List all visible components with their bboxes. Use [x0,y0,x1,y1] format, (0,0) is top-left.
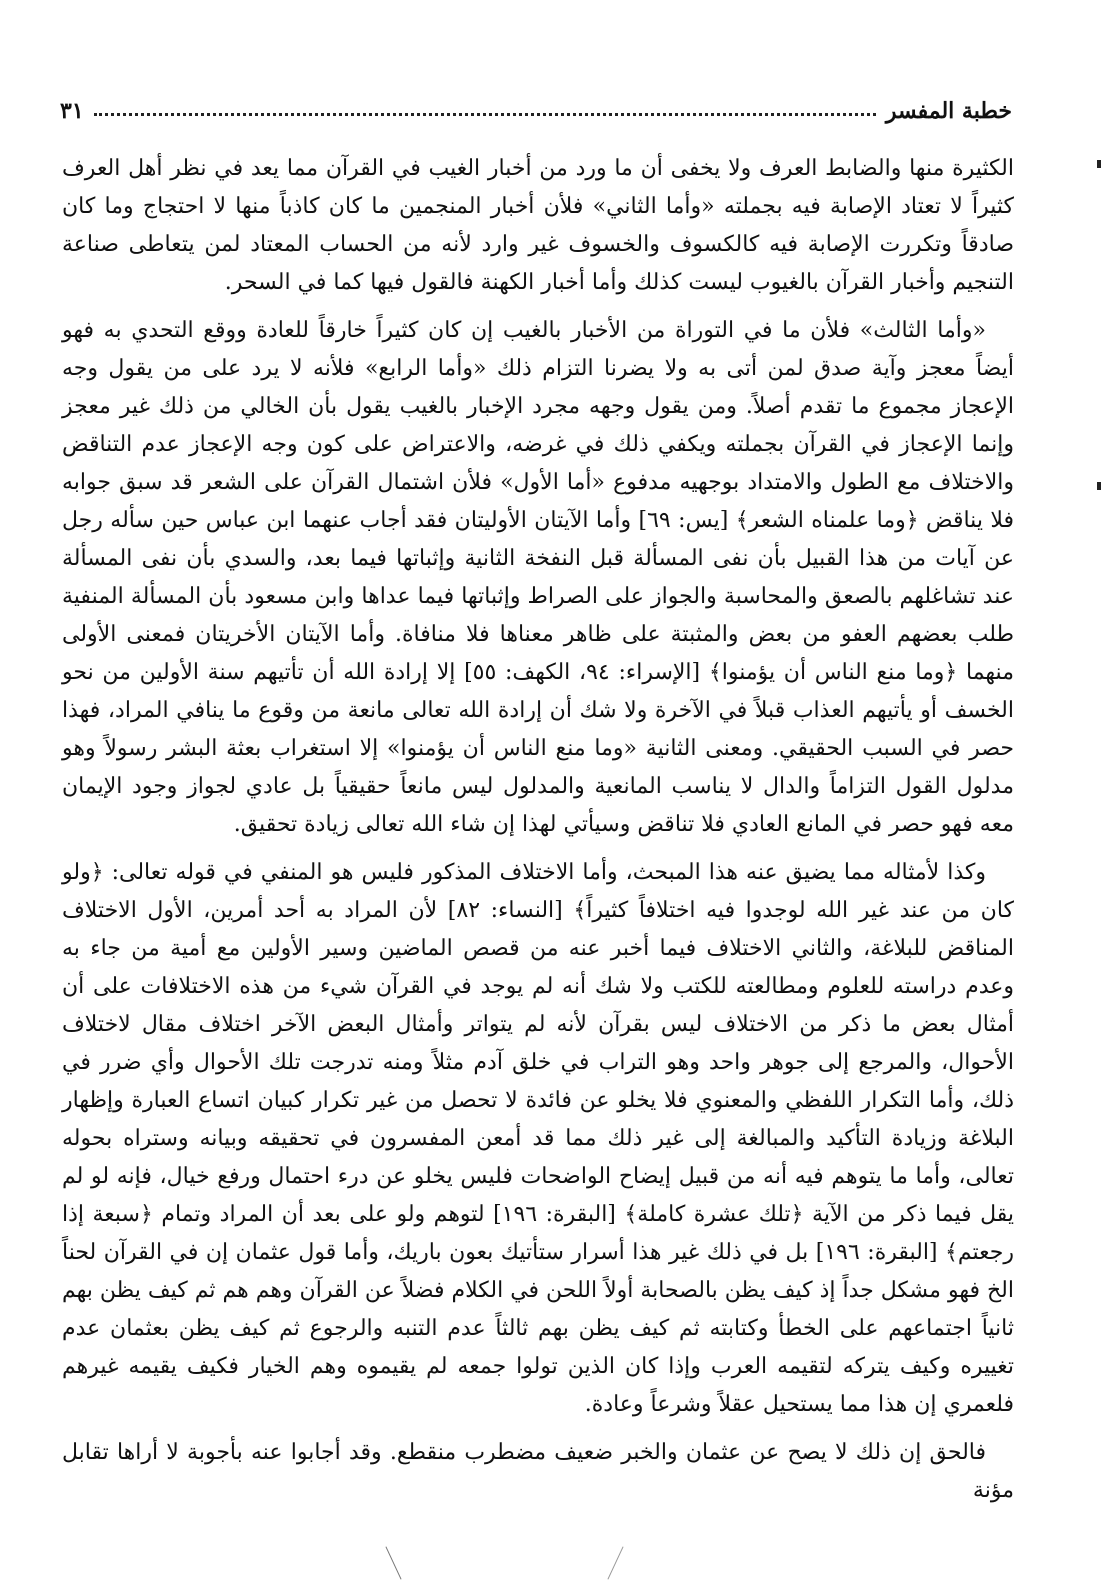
dot-leader [94,113,876,116]
page-number: ٣١ [60,98,84,124]
margin-mark [1097,482,1101,490]
margin-mark [1097,160,1101,168]
page-body [62,150,1014,1510]
running-header [60,88,1012,125]
paragraph-4: فالحق إن ذلك لا يصح عن عثمان والخبر ضعيف مضطرب منقطع. وقد أجابوا عنه بأجوبة لا أراها تقابل مؤنة [62,1440,1014,1503]
scan-artifact-line [385,1546,401,1579]
paragraph-3: وكذا لأمثاله مما يضيق عنه هذا المبحث، وأما الاختلاف المذكور فليس هو المنفي في قوله تعالى: ﴿ولو كان من عند غير الله لوجدوا فيه اختلافاً كثيراً﴾ [النساء: ٨٢] لأن المراد به أحد أمرين، الأول الاختلاف المناقض للبلاغة، والثاني الاختلاف فيما أخبر عنه من قصص الماضين وسير الأولين مع أمية من جاء به وعدم دراسته للعلوم ومطالعته للكتب ولا شك أنه لم يوجد في القرآن شيء من هذه الاختلافات على أن أمثال بعض ما ذكر من الاختلاف ليس بقرآن لأنه لم يتواتر وأمثال البعض الآخر اختلاف مقال لاختلاف الأحوال، والمرجع إلى جوهر واحد وهو التراب في خلق آدم مثلاً ومنه تدرجت تلك الأحوال وأي ضرر في ذلك، وأما التكرار اللفظي والمعنوي فلا يخلو عن فائدة لا تحصل من غير تكرار كبيان اتساع العبارة وإظهار البلاغة وزيادة التأكيد والمبالغة إلى غير ذلك مما قد أمعن المفسرون في تحقيقه وبيانه وستراه بحوله تعالى، وأما ما يتوهم فيه أنه من قبيل إيضاح الواضحات فليس يخلو عن درء احتمال ورفع خيال، فإنه لو لم يقل فيما ذكر من الآية ﴿تلك عشرة كاملة﴾ [البقرة: ١٩٦] لتوهم ولو على بعد أن المراد وتمام ﴿سبعة إذا رجعتم﴾ [البقرة: ١٩٦] بل في ذلك غير هذا أسرار ستأتيك بعون باريك، وأما قول عثمان إن في القرآن لحناً الخ فهو مشكل جداً إذ كيف يظن بالصحابة أولاً اللحن في الكلام فضلاً عن القرآن وهم هم ثم كيف يظن بهم ثانياً اجتماعهم على الخطأ وكتابته ثم كيف يظن بهم ثالثاً عدم التنبه والرجوع ثم كيف يظن بعثمان عدم تغييره وكيف يتركه لتقيمه العرب وإذا كان الذين تولوا جمعه لم يقيموه وهم الخيار فكيف يقيمه غيرهم فلعمري إن هذا مما يستحيل عقلاً وشرعاً وعادة. [62,860,1015,1417]
scan-artifact-line [607,1546,623,1579]
running-title: خطبة المفسر [885,98,1012,124]
paragraph-1: الكثيرة منها والضابط العرف ولا يخفى أن ما ورد من أخبار الغيب في القرآن مما يعد في نظر أهل العرف كثيراً لا تعتاد الإصابة فيه بجملته «وأما الثاني» فلأن أخبار المنجمين ما كان كاذباً منها لا احتجاج وما كان صادقاً وتكررت الإصابة فيه كالكسوف والخسوف غير وارد لأنه من الحساب المعتاد لمن يتعاطى صناعة التنجيم وأخبار القرآن بالغيوب ليست كذلك وأما أخبار الكهنة فالقول فيها كما في السحر. [62,156,1014,295]
paragraph-2: «وأما الثالث» فلأن ما في التوراة من الأخبار بالغيب إن كان كثيراً خارقاً للعادة ووقع التحدي به فهو أيضاً معجز وآية صدق لمن أتى به ولا يضرنا التزام ذلك «وأما الرابع» فلأنه لا يرد على من يقول وجه الإعجاز مجموع ما تقدم أصلاً. ومن يقول وجهه مجرد الإخبار بالغيب يقول بأن الخالي من ذلك غير معجز وإنما الإعجاز في القرآن بجملته ويكفي ذلك في غرضه، والاعتراض على كون وجه الإعجاز عدم التناقض والاختلاف مع الطول والامتداد بوجهيه مدفوع «أما الأول» فلأن اشتمال القرآن على الشعر قد سبق جوابه فلا يناقض ﴿وما علمناه الشعر﴾ [يس: ٦٩] وأما الآيتان الأوليتان فقد أجاب عنهما ابن عباس حين سأله رجل عن آيات من هذا القبيل بأن نفى المسألة قبل النفخة الثانية وإثباتها فيما بعد، والسدي بأن نفى المسألة عند تشاغلهم بالصعق والمحاسبة والجواز على الصراط وإثباتها فيما عداها وابن مسعود بأن المسألة المنفية طلب بعضهم العفو من بعض والمثبتة على ظاهر معناها فلا منافاة. وأما الآيتان الأخريتان فمعنى الأولى منهما ﴿وما منع الناس أن يؤمنوا﴾ [الإسراء: ٩٤، الكهف: ٥٥] إلا إرادة الله أن تأتيهم سنة الأولين من نحو الخسف أو يأتيهم العذاب قبلاً في الآخرة ولا شك أن إرادة الله تعالى مانعة من وقوع ما ينافي المراد، فهذا حصر في السبب الحقيقي. ومعنى الثانية «وما منع الناس أن يؤمنوا» إلا استغراب بعثة البشر رسولاً وهو مدلول القول التزاماً والدال لا يناسب المانعية والمدلول ليس مانعاً حقيقياً بل عادي لجواز وجود الإيمان معه فهو حصر في المانع العادي فلا تناقض وسيأتي لهذا إن شاء الله تعالى زيادة تحقيق. [62,318,1015,837]
